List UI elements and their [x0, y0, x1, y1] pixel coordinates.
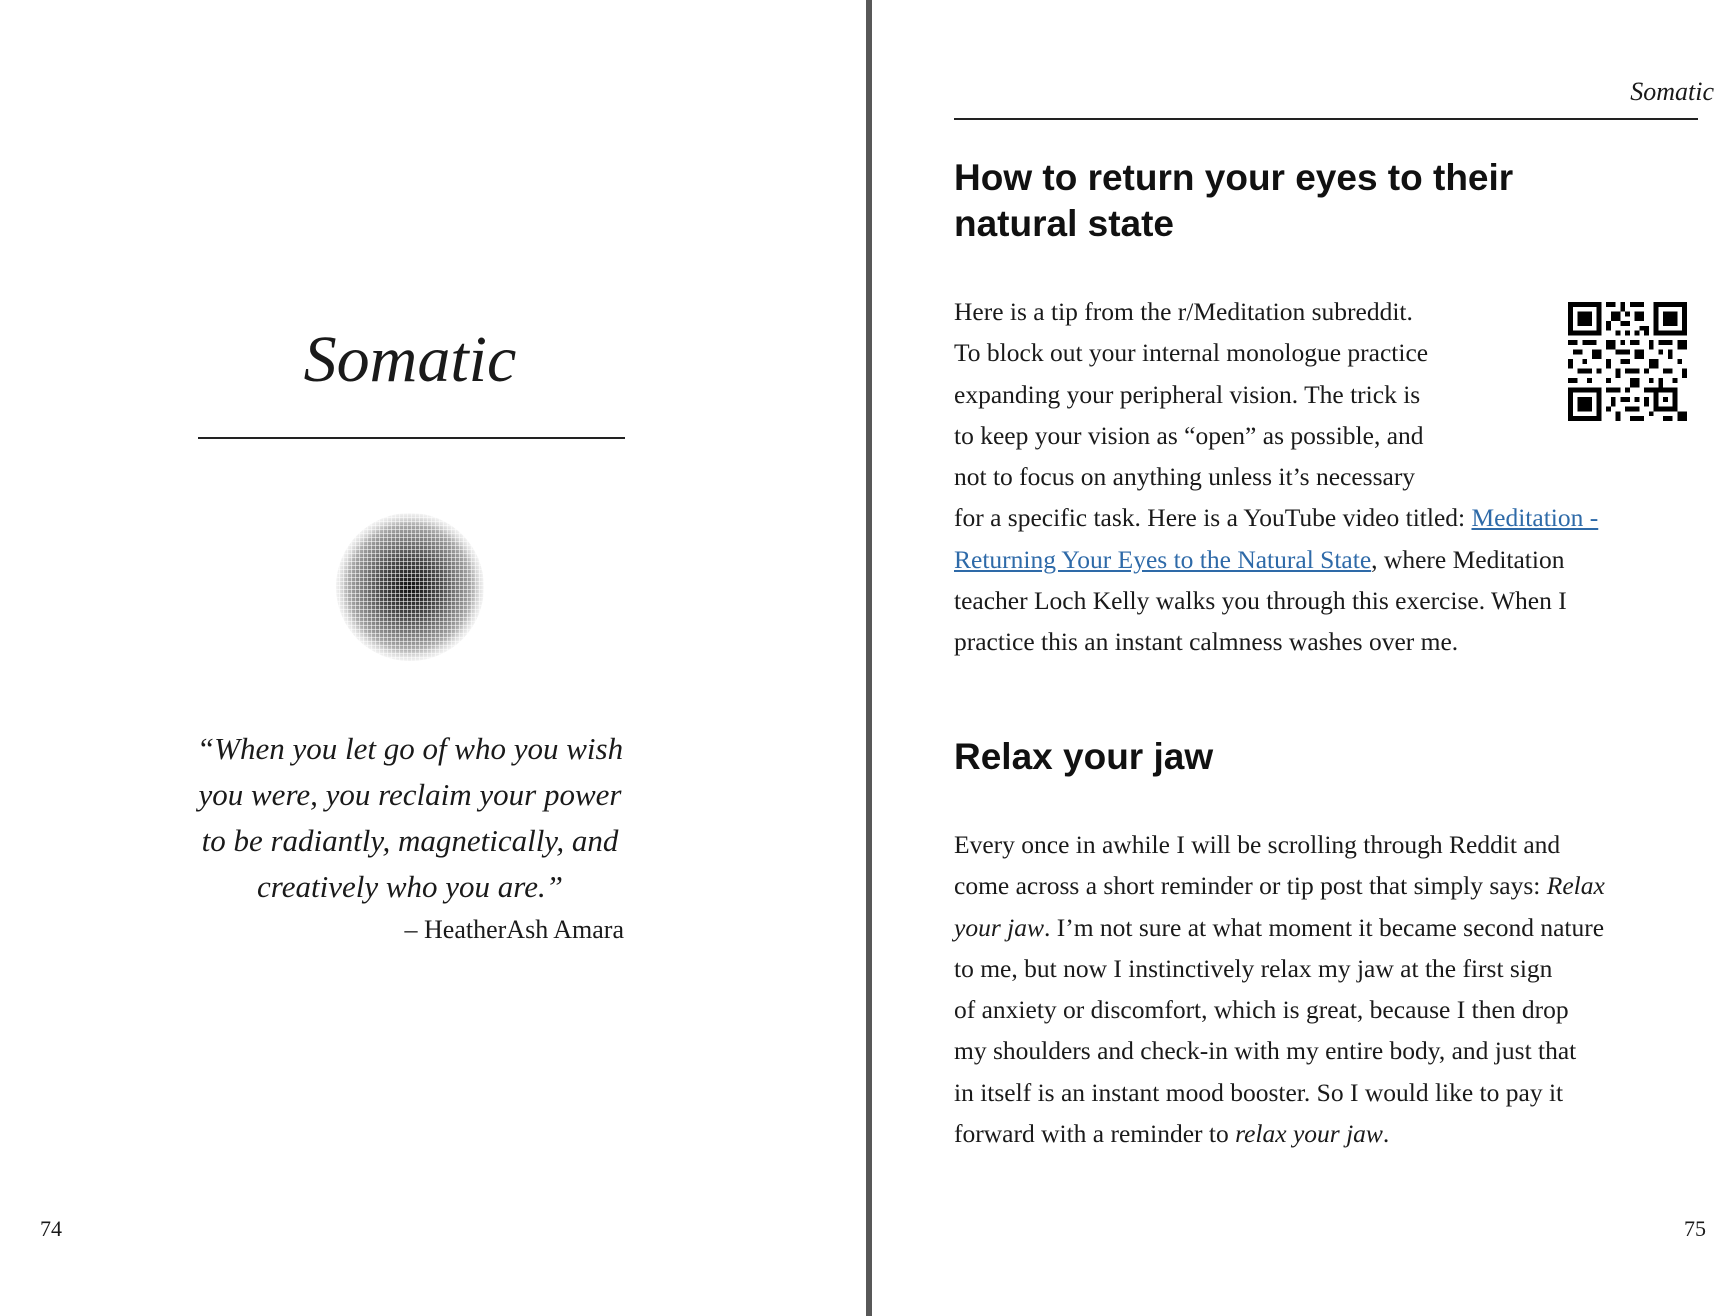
section-body-eyes [954, 291, 1699, 663]
heading-line: natural state [954, 203, 1175, 244]
text-line [954, 539, 1699, 580]
text-line: practice this an instant calmness washes over me. [954, 627, 1459, 657]
text-run: come across a short reminder or tip post that simply says: [954, 871, 1547, 901]
epigraph-line: “When you let go of who you wish [196, 731, 624, 766]
text-run: . I’m not sure at what moment it became second nature [1043, 912, 1605, 942]
text-run: forward with a reminder to [954, 1119, 1236, 1149]
text-run: , where Meditation [1371, 544, 1565, 574]
text-line [954, 865, 1699, 906]
text-line: To block out your internal monologue practice [954, 338, 1429, 368]
epigraph-line: creatively who you are.” [257, 869, 563, 904]
text-line [954, 497, 1699, 538]
text-line: in itself is an instant mood booster. So I would like to pay it [954, 1077, 1564, 1107]
text-line [954, 1113, 1699, 1154]
header-divider [954, 118, 1698, 120]
text-line: expanding your peripheral vision. The trick is [954, 379, 1421, 409]
text-run: for a specific task. Here is a YouTube video titled: [954, 503, 1472, 533]
halftone-dot-icon [336, 513, 484, 661]
epigraph-quote [190, 726, 630, 910]
emphasis-text: relax your jaw [1235, 1119, 1383, 1149]
chapter-divider [198, 437, 625, 439]
text-line: not to focus on anything unless it’s necessary [954, 462, 1416, 492]
text-line: to me, but now I instinctively relax my jaw at the first sign [954, 953, 1553, 983]
section-heading-eyes [954, 155, 1674, 247]
video-link[interactable]: Meditation - [1471, 503, 1599, 533]
text-line: of anxiety or discomfort, which is great, because I then drop [954, 995, 1569, 1025]
text-line: my shoulders and check-in with my entire body, and just that [954, 1036, 1577, 1066]
text-line: Here is a tip from the r/Meditation subreddit. [954, 297, 1413, 326]
text-line [954, 907, 1699, 948]
page-number-right: 75 [1684, 1216, 1706, 1241]
epigraph-attribution: – HeatherAsh Amara [404, 915, 624, 944]
epigraph-line: you were, you reclaim your power [198, 777, 622, 812]
video-link-continued[interactable]: Returning Your Eyes to the Natural State [954, 544, 1372, 574]
section-body-jaw [954, 824, 1699, 1154]
emphasis-text: your jaw [954, 912, 1044, 942]
text-run: . [1382, 1119, 1390, 1149]
running-head: Somatic [1630, 77, 1714, 106]
page-number-left: 74 [40, 1216, 62, 1241]
left-page [0, 0, 866, 1316]
text-line: Every once in awhile I will be scrolling through Reddit and [954, 830, 1561, 859]
text-line: to keep your vision as “open” as possible, and [954, 420, 1424, 450]
text-line: teacher Loch Kelly walks you through this exercise. When I [954, 586, 1567, 616]
epigraph-line: to be radiantly, magnetically, and [201, 823, 619, 858]
heading-line: How to return your eyes to their [954, 157, 1514, 198]
chapter-title: Somatic [303, 323, 517, 396]
section-heading-jaw: Relax your jaw [954, 736, 1214, 777]
right-page [872, 0, 1734, 1316]
emphasis-text: Relax [1546, 871, 1605, 901]
